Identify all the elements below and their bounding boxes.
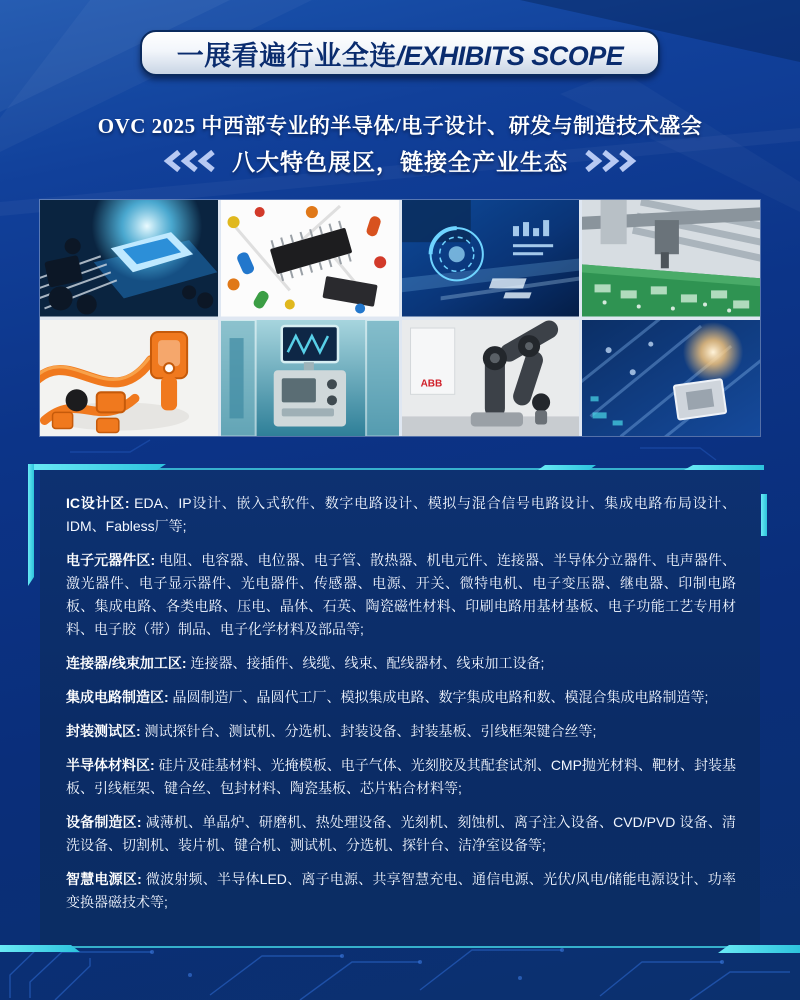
header-title-cn: 一展看遍行业全连: [176, 40, 397, 71]
zone-label: 集成电路制造区:: [66, 689, 169, 705]
zone-text: 微波射频、半导体LED、离子电源、共享智慧充电、通信电源、光伏/风电/储能电源设计、功率变换器磁技术等;: [66, 871, 736, 910]
photo-colorful-electronic-components: [221, 200, 399, 317]
panel-frame-bottom-left-accent: [0, 945, 80, 952]
photo-digital-hud-interface: [402, 200, 580, 317]
zone-label: 半导体材料区:: [66, 757, 155, 773]
zone-text: 硅片及硅基材料、光掩模板、电子气体、光刻胶及其配套试剂、CMP抛光材料、靶材、封装基板、引线框架、键合丝、包封材料、陶瓷基板、芯片粘合材料等;: [66, 757, 737, 796]
smt-machine-image: [582, 200, 760, 317]
zone-ic-manufacturing: [66, 686, 736, 709]
abb-logo-text: ABB: [420, 377, 442, 389]
intro-line-2: [0, 144, 800, 177]
photo-glowing-chip-circuit-board: [40, 200, 218, 317]
zone-text: 减薄机、单晶炉、研磨机、热处理设备、光刻机、刻蚀机、离子注入设备、CVD/PVD 设备、清洗设备、切割机、装片机、键合机、测试机、分选机、探针台、洁净室设备等;: [66, 814, 736, 853]
wafer-probe-image: [582, 320, 760, 437]
robot-arm-image: [402, 320, 580, 437]
panel-frame-bottom-right-accent: [718, 945, 800, 953]
zone-label: 设备制造区:: [66, 814, 142, 830]
intro-line-2-text: 八大特色展区，链接全产业生态: [232, 149, 568, 175]
header-title-en: /EXHIBITS SCOPE: [396, 40, 624, 71]
zone-text: 晶圆制造厂、晶圆代工厂、模拟集成电路、数字集成电路和数、模混合集成电路制造等;: [168, 689, 709, 705]
zone-semiconductor-materials: [66, 754, 736, 800]
zone-electronic-components: [66, 549, 736, 641]
zone-ic-design: [66, 492, 736, 538]
panel-frame-top-left-horizontal-accent: [28, 464, 166, 470]
intro-line-1: OVC 2025 中西部专业的半导体/电子设计、研发与制造技术盛会: [97, 114, 703, 138]
exhibit-zones-panel: [40, 468, 760, 948]
photo-industrial-robot-arm: [402, 320, 580, 437]
zone-label: 电子元器件区:: [66, 552, 156, 568]
glowing-chip-image: [40, 200, 218, 317]
zone-label: IC设计区:: [66, 495, 130, 511]
orange-cables-image: [40, 320, 218, 437]
panel-frame-top-right-accent: [684, 465, 764, 470]
zone-label: 封装测试区:: [66, 723, 141, 739]
left-chevrons-icon: [162, 150, 218, 172]
hud-screen-image: [402, 200, 580, 317]
zone-label: 连接器/线束加工区:: [66, 655, 187, 671]
zone-connectors-wire-harness: [66, 652, 736, 675]
panel-frame-top-step-accent: [538, 465, 596, 470]
photo-wafer-probe-circuit-board: [582, 320, 760, 437]
zone-text: 电阻、电容器、电位器、电子管、散热器、机电元件、连接器、半导体分立器件、电声器件、激光器件、电子显示器件、光电器件、传感器、电源、开关、微特电机、电子变压器、继电器、印制电路板、集成电路、各类电路、压电、晶体、石英、陶瓷磁性材料、印刷电路用基材基板、电子功能工艺专用材料、电子胶（带）制品、电子化学材料及部品等;: [66, 552, 736, 637]
components-image: [221, 200, 399, 317]
right-chevrons-icon: [582, 150, 638, 172]
panel-frame-right-bar-accent: [761, 494, 767, 536]
header-banner: [140, 30, 660, 76]
zone-text: 测试探针台、测试机、分选机、封装设备、封装基板、引线框架键合丝等;: [140, 723, 597, 739]
zone-label: 智慧电源区:: [66, 871, 142, 887]
photo-smt-pcb-assembly-machine: [582, 200, 760, 317]
zone-text: 连接器、接插件、线缆、线束、配线器材、线束加工设备;: [186, 655, 545, 671]
zone-equipment-manufacturing: [66, 811, 736, 857]
photo-grid: [40, 200, 760, 436]
instrument-image: [221, 320, 399, 437]
zone-text: EDA、IP设计、嵌入式软件、数字电路设计、模拟与混合信号电路设计、集成电路布局设计、IDM、Fabless厂等;: [66, 495, 736, 534]
panel-frame-top-left-vertical-accent: [28, 464, 34, 586]
zone-packaging-testing: [66, 720, 736, 743]
header-title: [177, 34, 624, 73]
photo-test-instrument-equipment: [221, 320, 399, 437]
zone-smart-power: [66, 868, 736, 914]
photo-orange-cable-connectors: [40, 320, 218, 437]
